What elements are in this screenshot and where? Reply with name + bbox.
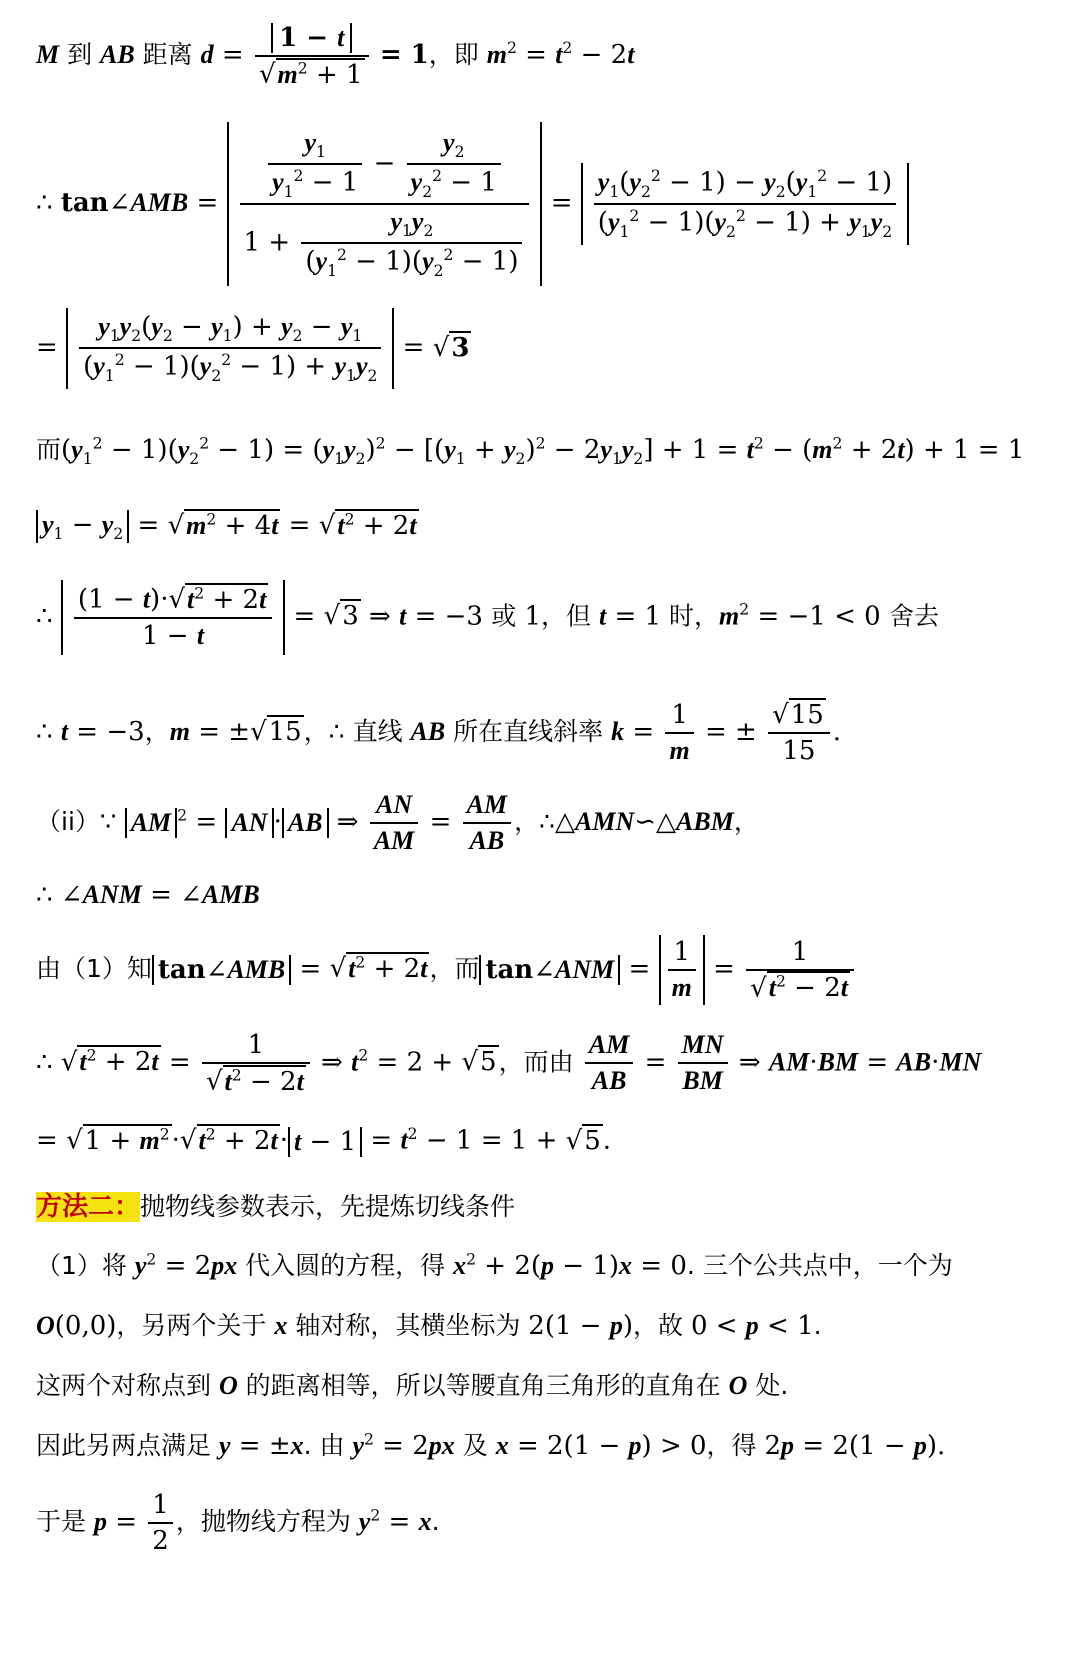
math-line-12: = $√1 + m^2\cdot√t^2 + 2t\cdot t - 1 = t^2 - 1 = 1 + √5$.	[36, 1125, 612, 1157]
math-line-9: ∴ ∠ANM = ∠AMB	[36, 880, 260, 910]
method-two-label: 方法二：	[36, 1192, 141, 1222]
math-line-17: 因此另两点满足 y = ±x. 由 $y^2 = 2px$ 及 x = 2(1 − p) > 0，得 2p = 2(1 − p).	[36, 1430, 946, 1461]
math-line-5: $y_1 - y_2 = √m^2 + 4t = √t^2 + 2t$	[36, 510, 419, 543]
math-line-6: ∴ $\frac{(1 - t)\cdot√t^2 + 2t}{1 - t}$ = √3 ⇒ t = −3 或 1，但 t = 1 时，$m^2 = -1 < 0$ 舍去	[36, 580, 939, 655]
math-line-14: （1）将 $y^2 = 2px$ 代入圆的方程，得 $x^2 + 2(p - 1)x = 0$. 三个公共点中，一个为	[36, 1250, 953, 1281]
math-line-7: ∴ t = −3，m = ±√15，∴ 直线 AB 所在直线斜率 k = $\frac{1}{m}$ = ± $\frac{√15}{15}$ .	[36, 700, 842, 766]
math-line-18: 于是 p = $\frac{1}{2}$ ，抛物线方程为 $y^2 = x$.	[36, 1490, 440, 1556]
math-line-10: 由（1）知 tan∠AMB = $√t^2 + 2t$，而 tan∠ANM = $\frac{1}{m}$ = $\frac{1}{√t^2 - 2t}$	[36, 935, 857, 1005]
math-line-8: （ii）∵ AM $^2$ = AN · AB ⇒ $\frac{AN}{AM}$ = $\frac{AM}{AB}$ ，∴△AMN∽△ABM，	[36, 790, 759, 855]
method-two-description: 抛物线参数表示，先提炼切线条件	[140, 1192, 516, 1221]
math-line-2: ∴ tan∠AMB = $\frac{y_1}{y_1^2 - 1}$ − $\frac{y_2}{y_2^2 - 1}$ 1 + $\frac{y_1y_2}{(y_1^2 - 1)(y_2^2 - 1)}$ = $\frac{y_1(y_2^2 - 1) - y_2(y_1^2 - 1)}{(y_1^2 - 1)(y_2^2 - 1) + y_1y_2}$	[36, 122, 909, 286]
math-line-4: 而$(y_1^2 - 1)(y_2^2 - 1) = (y_1y_2)^2 - [(y_1 + y_2)^2 - 2y_1y_2] + 1 = t^2 - (m^2 + 2t) + 1 = 1$	[36, 434, 1025, 469]
method-two-line	[36, 1186, 515, 1223]
math-line-16: 这两个对称点到 O 的距离相等，所以等腰直角三角形的直角在 O 处.	[36, 1371, 789, 1400]
math-line-11: ∴ $√t^2 + 2t$ = $\frac{1}{√t^2 - 2t}$ ⇒ $t^2 = 2 + √5$，而由 $\frac{AM}{AB}$ = $\frac{MN}{BM}$ ⇒ AM·BM = AB·MN	[36, 1030, 982, 1097]
math-line-1: M 到 AB 距离 d = $\frac{1 - t}{√m^2 + 1}$ = 1，即 $m^2 = t^2 - 2t$	[36, 23, 635, 90]
math-line-3: = $\frac{y_1y_2(y_2 - y_1) + y_2 - y_1}{(y_1^2 - 1)(y_2^2 - 1) + y_1y_2}$ = √3	[36, 308, 471, 389]
math-line-15: O(0,0)，另两个关于 x 轴对称，其横坐标为 2(1 − p)，故 0 < p < 1.	[36, 1311, 822, 1341]
